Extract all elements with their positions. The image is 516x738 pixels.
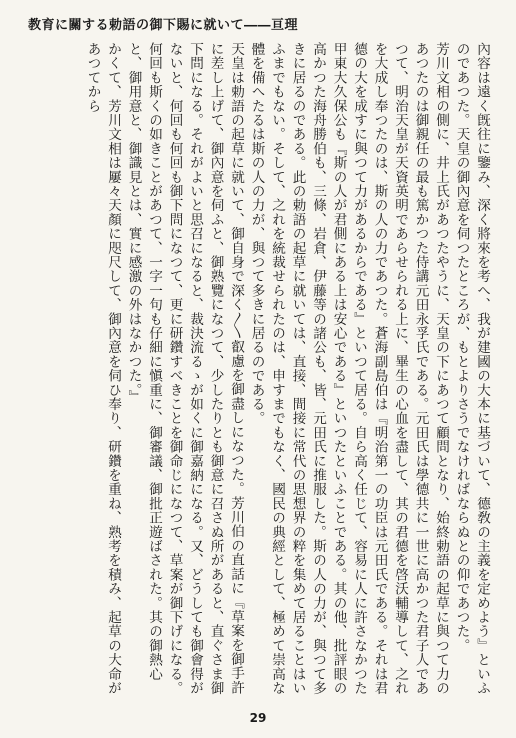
body-text xyxy=(36,42,492,702)
paragraph-1: 內容は遠く旣往に鑒み、深く將來を考へ、我が建國の大本に基づいて、德敎の主義を定めよう』といふのであつた。天皇の御內意を伺つたところが、もとよりさうでなければならぬとの仰であつた。 xyxy=(453,42,490,696)
paragraph-4: かくて、芳川文相は屢々天顏に咫尺して、御內意を伺ひ奉り、研鑽を重ね、熟考を積み、起草の大命があつてから xyxy=(84,42,121,696)
paragraph-2: 芳川文相の側に、井上氏があつたやうに、天皇の下にあつて顧問となり、始終勅語の起草に與つて力のあつたのは御親任の最も篤かつた侍講元田永孚氏である。元田氏は學德共に一世に高かつた君子人であつて、明治天皇が天資英明であらせられる上に、畢生の心血を盡して、其の君德を啓沃輔導して、之れを大成し奉つたのは、斯の人の力であつた。蒼海副島伯は『明治第一の功臣は元田氏である。それは君德の大を成すに與つて力があるからである』といつて居る。自ら高く任じて、容易に人に許さなかつた甲東大久保公も『斯の人が君側にある上は安心である』といつたといふことである。其の他、批評眼の高かつた海舟勝伯も、三條、岩倉、伊藤等の諸公も、皆、元田氏に推服した。斯の人の力が、與つて多きに居るのである。此の勅語の起草に就いては、直接、間接に常代の思想界の粹を集めて居ることはいふまでもない。そして、之れを統裁せられたのは、申すまでもなく、國民の典經として、極めて崇高な體を備へたるは斯の人の力が、與つて多きに居るのである。 xyxy=(248,42,449,696)
page-number: 29 xyxy=(249,711,267,725)
paragraph-3: 天皇は勅語の起草に就いて、御自身で深く〳〵叡慮を御盡しになつた。芳川伯の直話に『草案を御手許に差し上げて、御內意を伺ふと、御熟覽になつて、少したりとも御意に召さぬ所があると、直ぐさま御下問になる。それがよいと思召になると、裁決流るゝが如くに御嘉納になる。又、どうしても御會得がないと、何回も何回も御下問になつて、更に研鑽すべきことを御命じになつて、草案が御下げになる。何回も斯くの如きことがあつて、一字一句も仔細に愼重に、御審議、御批正遊ばされた。其の御熱心と、御用意と、御識見とは、實に感激の外はなかつた。』 xyxy=(125,42,244,696)
running-head: 教育に關する勅語の御下賜に就いて――亘理 xyxy=(28,18,299,33)
